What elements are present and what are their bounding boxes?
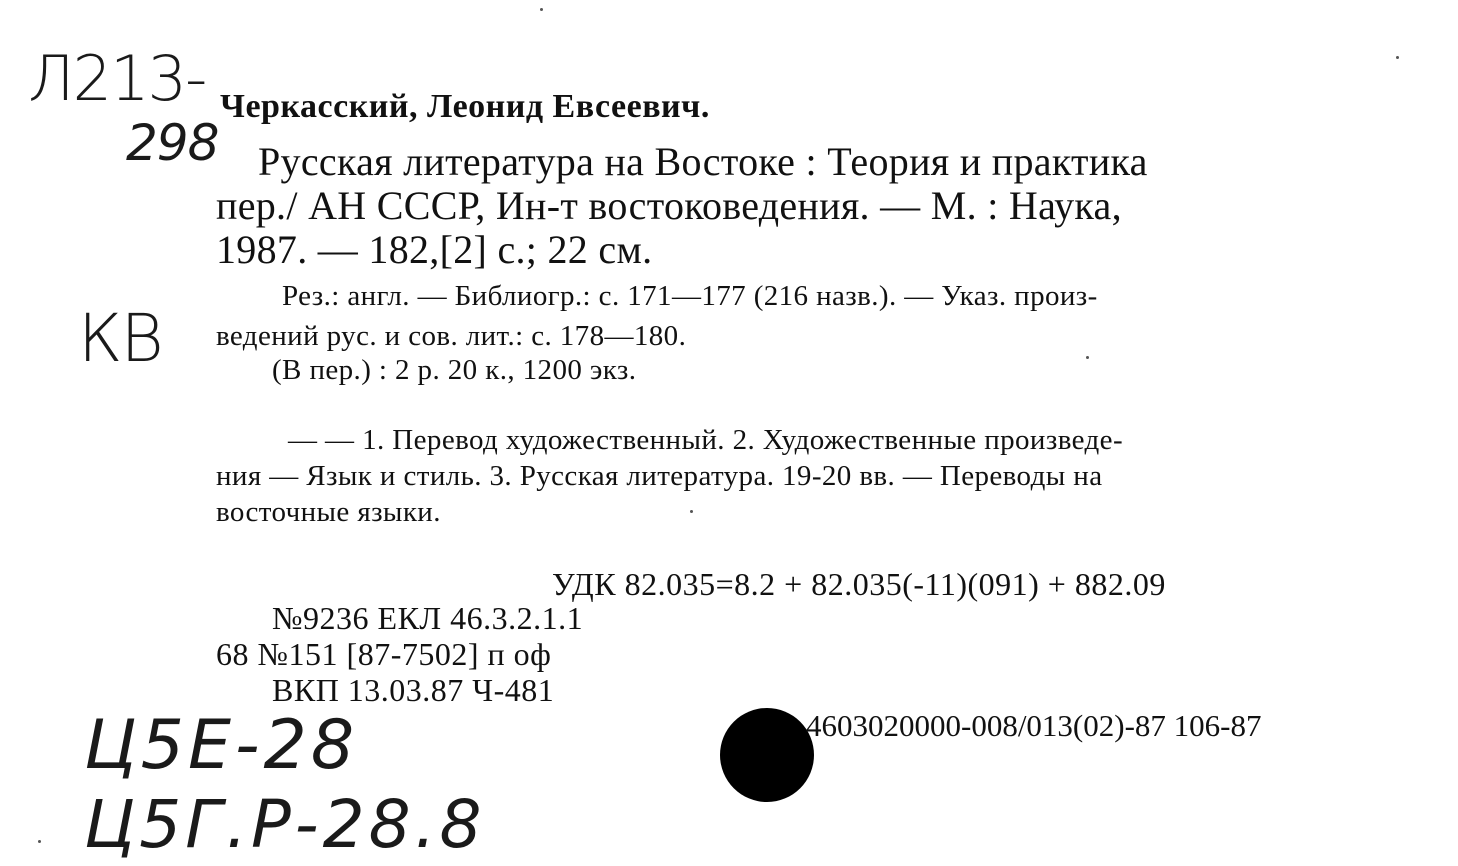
- registry-line-1: №9236 ЕКЛ 46.3.2.1.1: [272, 600, 584, 636]
- handwritten-shelfmark-top: Л213-: [28, 42, 206, 115]
- notes-line-1: Рез.: англ. — Библиогр.: с. 171—177 (216 назв.). — Указ. произ-: [282, 280, 1098, 312]
- handwritten-classification-2: Ц5Г.Р-28.8: [84, 786, 486, 863]
- registry-line-3: ВКП 13.03.87 Ч-481: [272, 672, 555, 708]
- paper-speck: [540, 8, 543, 11]
- handwritten-classification-1: Ц5Е-28: [84, 706, 359, 785]
- paper-speck: [1086, 356, 1089, 359]
- subjects-line-2: ния — Язык и стиль. 3. Русская литература. 19-20 вв. — Переводы на: [216, 460, 1103, 492]
- paper-speck: [1396, 56, 1399, 59]
- notes-line-3: (В пер.) : 2 р. 20 к., 1200 экз.: [272, 354, 637, 386]
- subjects-line-3: восточные языки.: [216, 496, 441, 528]
- registry-line-2: 68 №151 [87-7502] п оф: [216, 636, 552, 672]
- publication-code: 4603020000-008/013(02)-87 106-87: [806, 708, 1262, 743]
- title-line-2: пер./ АН СССР, Ин-т востоковедения. — М. : Наука,: [216, 183, 1122, 228]
- udk-classification: УДК 82.035=8.2 + 82.035(-11)(091) + 882.09: [552, 566, 1166, 602]
- paper-speck: [38, 840, 41, 843]
- card-punch-hole: [720, 708, 814, 802]
- paper-speck: [690, 510, 693, 513]
- title-line-1: Русская литература на Востоке : Теория и практика: [258, 139, 1148, 184]
- notes-line-2: ведений рус. и сов. лит.: с. 178—180.: [216, 320, 687, 352]
- subjects-line-1: — — 1. Перевод художественный. 2. Художественные произведе-: [288, 424, 1124, 456]
- author-heading: Черкасский, Леонид Евсеевич.: [220, 88, 710, 125]
- handwritten-shelfmark-bottom: 298: [126, 114, 219, 172]
- handwritten-mark: КВ: [78, 300, 162, 377]
- title-line-3: 1987. — 182,[2] с.; 22 см.: [216, 227, 653, 272]
